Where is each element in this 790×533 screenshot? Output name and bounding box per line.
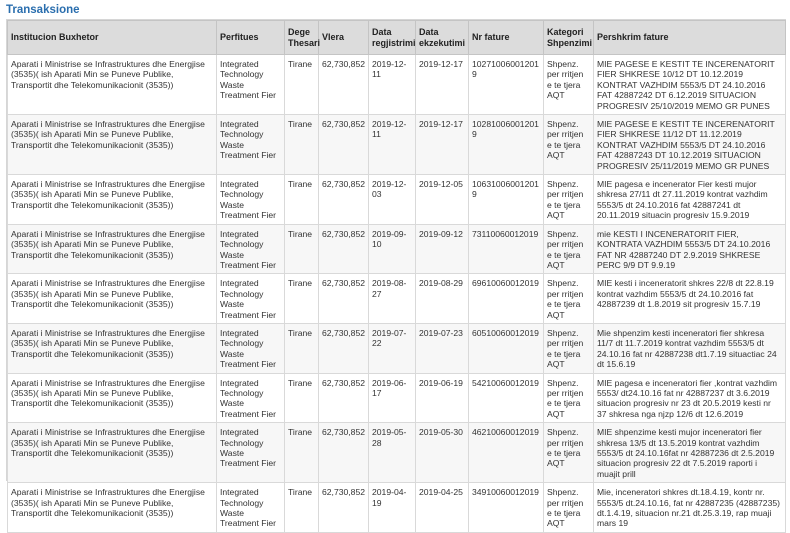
cell-nr-fature: 54210060012019	[469, 373, 544, 423]
cell-institucion: Aparati i Ministrise se Infrastruktures dhe Energjise (3535)( ish Aparati Min se Puneve Publike, Transportit dhe Telekomunikacionit (3535))	[8, 423, 217, 483]
column-header-kategori[interactable]: Kategori Shpenzimi	[544, 21, 594, 55]
cell-vlera: 62,730,852	[319, 274, 369, 324]
cell-perfitues: Integrated Technology Waste Treatment Fier	[217, 323, 285, 373]
cell-vlera: 62,730,852	[319, 115, 369, 175]
table-row[interactable]	[8, 373, 786, 423]
cell-dege: Tirane	[285, 274, 319, 324]
cell-perfitues: Integrated Technology Waste Treatment Fier	[217, 224, 285, 274]
column-header-institucion[interactable]: Institucion Buxhetor	[8, 21, 217, 55]
cell-data-ekzekutimi: 2019-12-05	[416, 175, 469, 225]
cell-data-ekzekutimi: 2019-05-30	[416, 423, 469, 483]
cell-pershkrim: MIE PAGESE E KESTIT TE INCERENATORIT FIER SHKRESE 11/12 DT 11.12.2019 KONTRAT VAZHDIM 5553/5 DT 24.10.2016 FAT 42887243 DT 10.12.2019 SITUACION PROGRESIV 25/11/2019 MEMO GR PUNES	[594, 115, 786, 175]
table-row[interactable]	[8, 55, 786, 115]
cell-nr-fature: 106310060012019	[469, 175, 544, 225]
cell-vlera: 62,730,852	[319, 423, 369, 483]
cell-nr-fature: 46210060012019	[469, 423, 544, 483]
table-row[interactable]	[8, 175, 786, 225]
table-row[interactable]	[8, 483, 786, 533]
cell-vlera: 62,730,852	[319, 55, 369, 115]
cell-data-regjistrimi: 2019-07-22	[369, 323, 416, 373]
cell-data-ekzekutimi: 2019-12-17	[416, 55, 469, 115]
transactions-table	[7, 20, 786, 533]
cell-institucion: Aparati i Ministrise se Infrastruktures dhe Energjise (3535)( ish Aparati Min se Puneve Publike, Transportit dhe Telekomunikacionit (3535))	[8, 483, 217, 533]
cell-data-regjistrimi: 2019-12-03	[369, 175, 416, 225]
cell-nr-fature: 34910060012019	[469, 483, 544, 533]
cell-institucion: Aparati i Ministrise se Infrastruktures dhe Energjise (3535)( ish Aparati Min se Puneve Publike, Transportit dhe Telekomunikacionit (3535))	[8, 115, 217, 175]
cell-institucion: Aparati i Ministrise se Infrastruktures dhe Energjise (3535)( ish Aparati Min se Puneve Publike, Transportit dhe Telekomunikacionit (3535))	[8, 323, 217, 373]
cell-pershkrim: Mie, inceneratori shkres dt.18.4.19, kontr nr. 5553/5 dt.24.10.16, fat nr 42887235 (42887235) dt.1.4.19, situacion nr.21 dt.25.3.19, rap muaji mars 19	[594, 483, 786, 533]
cell-kategori: Shpenz. per rritjen e te tjera AQT	[544, 175, 594, 225]
cell-dege: Tirane	[285, 373, 319, 423]
table-row[interactable]	[8, 323, 786, 373]
column-header-data-ekzekutimi[interactable]: Data ekzekutimi	[416, 21, 469, 55]
column-header-dege[interactable]: Dege Thesari	[285, 21, 319, 55]
cell-dege: Tirane	[285, 323, 319, 373]
cell-nr-fature: 73110060012019	[469, 224, 544, 274]
cell-vlera: 62,730,852	[319, 224, 369, 274]
cell-data-ekzekutimi: 2019-07-23	[416, 323, 469, 373]
cell-nr-fature: 69610060012019	[469, 274, 544, 324]
cell-kategori: Shpenz. per rritjen e te tjera AQT	[544, 224, 594, 274]
cell-perfitues: Integrated Technology Waste Treatment Fier	[217, 55, 285, 115]
cell-data-regjistrimi: 2019-09-10	[369, 224, 416, 274]
cell-data-regjistrimi: 2019-06-17	[369, 373, 416, 423]
table-header-row	[8, 21, 786, 55]
cell-institucion: Aparati i Ministrise se Infrastruktures dhe Energjise (3535)( ish Aparati Min se Puneve Publike, Transportit dhe Telekomunikacionit (3535))	[8, 373, 217, 423]
cell-perfitues: Integrated Technology Waste Treatment Fier	[217, 175, 285, 225]
cell-pershkrim: MIE pagesa e inceneratori fier ,kontrat vazhdim 5553/ dt24.10.16 fat nr 42887237 dt 3.6.2019 situacion progresiv nr 23 dt 20.5.2019 kesti nr 37 shkresa nga njzp 12/6 dt 12.6.2019	[594, 373, 786, 423]
cell-kategori: Shpenz. per rritjen e te tjera AQT	[544, 55, 594, 115]
cell-data-regjistrimi: 2019-12-11	[369, 115, 416, 175]
cell-dege: Tirane	[285, 423, 319, 483]
cell-institucion: Aparati i Ministrise se Infrastruktures dhe Energjise (3535)( ish Aparati Min se Puneve Publike, Transportit dhe Telekomunikacionit (3535))	[8, 224, 217, 274]
cell-vlera: 62,730,852	[319, 175, 369, 225]
cell-data-regjistrimi: 2019-12-11	[369, 55, 416, 115]
cell-pershkrim: MIE kesti i inceneratorit shkres 22/8 dt 22.8.19 kontrat vazhdim 5553/5 dt 24.10.2016 fat 42887239 dt 1.8.2019 sit progresiv 15.7.19	[594, 274, 786, 324]
cell-kategori: Shpenz. per rritjen e te tjera AQT	[544, 423, 594, 483]
cell-dege: Tirane	[285, 483, 319, 533]
cell-nr-fature: 60510060012019	[469, 323, 544, 373]
cell-pershkrim: MIE PAGESE E KESTIT TE INCERENATORIT FIER SHKRESE 10/12 DT 10.12.2019 KONTRAT VAZHDIM 5553/5 DT 24.10.2016 FAT 42887242 DT 6.12.2019 SITUACION PROGRESIV 25/10/2019 MEMO GR PUNES	[594, 55, 786, 115]
column-header-vlera[interactable]: Vlera	[319, 21, 369, 55]
cell-dege: Tirane	[285, 115, 319, 175]
cell-nr-fature: 102810060012019	[469, 115, 544, 175]
cell-vlera: 62,730,852	[319, 323, 369, 373]
column-header-pershkrim[interactable]: Pershkrim fature	[594, 21, 786, 55]
cell-dege: Tirane	[285, 175, 319, 225]
cell-vlera: 62,730,852	[319, 483, 369, 533]
cell-dege: Tirane	[285, 224, 319, 274]
cell-dege: Tirane	[285, 55, 319, 115]
cell-kategori: Shpenz. per rritjen e te tjera AQT	[544, 115, 594, 175]
cell-perfitues: Integrated Technology Waste Treatment Fier	[217, 423, 285, 483]
transactions-table-container[interactable]	[6, 19, 786, 529]
cell-kategori: Shpenz. per rritjen e te tjera AQT	[544, 373, 594, 423]
cell-institucion: Aparati i Ministrise se Infrastruktures dhe Energjise (3535)( ish Aparati Min se Puneve Publike, Transportit dhe Telekomunikacionit (3535))	[8, 55, 217, 115]
cell-data-ekzekutimi: 2019-08-29	[416, 274, 469, 324]
cell-pershkrim: MIE shpenzime kesti mujor inceneratori fier shkresa 13/5 dt 13.5.2019 kontrat vazhdim 5553/5 dt 24.10.16fat nr 42887236 dt 2.5.2019 situacion progresiv 22 dt 7.5.2019 raporti i muajit prill	[594, 423, 786, 483]
cell-institucion: Aparati i Ministrise se Infrastruktures dhe Energjise (3535)( ish Aparati Min se Puneve Publike, Transportit dhe Telekomunikacionit (3535))	[8, 274, 217, 324]
cell-data-regjistrimi: 2019-05-28	[369, 423, 416, 483]
cell-nr-fature: 102710060012019	[469, 55, 544, 115]
column-header-perfitues[interactable]: Perfitues	[217, 21, 285, 55]
table-row[interactable]	[8, 115, 786, 175]
column-header-nr-fature[interactable]: Nr fature	[469, 21, 544, 55]
cell-perfitues: Integrated Technology Waste Treatment Fier	[217, 274, 285, 324]
cell-kategori: Shpenz. per rritjen e te tjera AQT	[544, 274, 594, 324]
cell-kategori: Shpenz. per rritjen e te tjera AQT	[544, 483, 594, 533]
cell-data-regjistrimi: 2019-08-27	[369, 274, 416, 324]
cell-data-regjistrimi: 2019-04-19	[369, 483, 416, 533]
cell-data-ekzekutimi: 2019-12-17	[416, 115, 469, 175]
table-row[interactable]	[8, 224, 786, 274]
table-row[interactable]	[8, 274, 786, 324]
cell-pershkrim: mie KESTI I INCENERATORIT FIER, KONTRATA VAZHDIM 5553/5 DT 24.10.2016 FAT NR 42887240 DT 2.9.2019 SHKRESE PERC 9/9 DT 9.9.19	[594, 224, 786, 274]
cell-kategori: Shpenz. per rritjen e te tjera AQT	[544, 323, 594, 373]
cell-perfitues: Integrated Technology Waste Treatment Fier	[217, 115, 285, 175]
cell-perfitues: Integrated Technology Waste Treatment Fier	[217, 373, 285, 423]
cell-data-ekzekutimi: 2019-09-12	[416, 224, 469, 274]
cell-data-ekzekutimi: 2019-04-25	[416, 483, 469, 533]
cell-pershkrim: Mie shpenzim kesti inceneratori fier shkresa 11/7 dt 11.7.2019 kontrat vazhdim 5553/5 dt 24.10.16 fat nr 42887238 dt1.7.19 situactiac 24 dt 15.6.19	[594, 323, 786, 373]
section-title: Transaksione	[6, 4, 80, 16]
cell-vlera: 62,730,852	[319, 373, 369, 423]
table-row[interactable]	[8, 423, 786, 483]
cell-perfitues: Integrated Technology Waste Treatment Fier	[217, 483, 285, 533]
cell-institucion: Aparati i Ministrise se Infrastruktures dhe Energjise (3535)( ish Aparati Min se Puneve Publike, Transportit dhe Telekomunikacionit (3535))	[8, 175, 217, 225]
column-header-data-regjistrimi[interactable]: Data regjistrimi	[369, 21, 416, 55]
cell-pershkrim: MIE pagesa e incenerator Fier kesti mujor shkresa 27/11 dt 27.11.2019 kontrat vazhdim 5553/5 dt 24.10.2016 fat 42887241 dt 20.11.2019 situacin progresiv 15.9.2019	[594, 175, 786, 225]
cell-data-ekzekutimi: 2019-06-19	[416, 373, 469, 423]
